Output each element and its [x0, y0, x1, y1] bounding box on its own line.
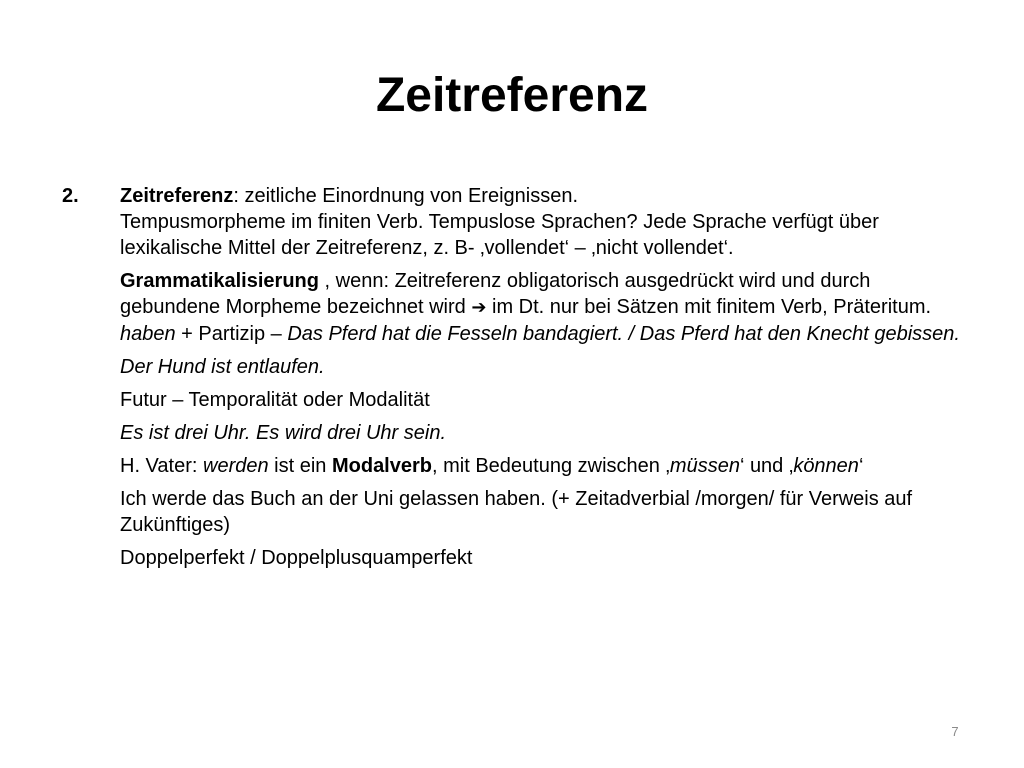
- word-muessen: müssen: [669, 455, 740, 477]
- doppelperfekt-text: Doppelperfekt / Doppelplusquamperfekt: [120, 547, 473, 569]
- vater-prefix: H. Vater:: [120, 455, 203, 477]
- paragraph-zeitreferenz: [120, 183, 970, 261]
- paragraph-grammatikalisierung: [120, 268, 970, 347]
- grammatikalisierung-text: , wenn: Zeitreferenz obligatorisch ausgedrückt wird und durch gebundene Morpheme bezeichnet wird: [120, 270, 871, 318]
- vater-close-quote: ‘: [858, 455, 864, 477]
- vater-mid: ist ein: [268, 455, 332, 477]
- page-number: 7: [951, 724, 959, 739]
- vater-und: ‘ und ‚: [739, 455, 794, 477]
- right-arrow-icon: ➔: [471, 297, 487, 318]
- example-line-haben: [120, 321, 970, 347]
- term-grammatikalisierung: Grammatikalisierung: [120, 270, 319, 292]
- futur-text: Futur – Temporalität oder Modalität: [120, 389, 430, 411]
- example-hund: Der Hund ist entlaufen.: [120, 356, 325, 378]
- paragraph-uhr: [120, 420, 970, 446]
- grammatikalisierung-text-end: im Dt. nur bei Sätzen mit finitem Verb, Präteritum.: [486, 296, 932, 318]
- vater-after-modalverb: , mit Bedeutung zwischen ‚: [432, 455, 670, 477]
- slide-content: [120, 183, 970, 578]
- word-koennen: können: [793, 455, 859, 477]
- example-sentences-pferd: Das Pferd hat die Fesseln bandagiert. / Das Pferd hat den Knecht gebissen.: [287, 323, 960, 345]
- paragraph-buch: [120, 486, 970, 538]
- term-modalverb: Modalverb: [331, 455, 432, 477]
- slide-title: Zeitreferenz: [375, 69, 649, 122]
- buch-text: Ich werde das Buch an der Uni gelassen haben. (+ Zeitadverbial /morgen/ für Verweis auf Zukünftiges): [120, 488, 913, 536]
- paragraph-futur: [120, 387, 970, 413]
- definition-text: : zeitliche Einordnung von Ereignissen.: [233, 185, 579, 207]
- paragraph-doppelperfekt: [120, 545, 970, 571]
- tempus-text: Tempusmorpheme im finiten Verb. Tempuslose Sprachen? Jede Sprache verfügt über lexikalische Mittel der Zeitreferenz, z. B- ‚vollendet‘ – ‚nicht vollendet‘.: [120, 211, 879, 259]
- list-number: 2.: [62, 185, 79, 207]
- paragraph-vater: [120, 453, 970, 479]
- word-werden: werden: [203, 455, 269, 477]
- paragraph-hund: [120, 354, 970, 380]
- term-zeitreferenz: Zeitreferenz: [120, 185, 234, 207]
- example-uhr: Es ist drei Uhr. Es wird drei Uhr sein.: [120, 422, 447, 444]
- example-word-haben: haben: [120, 323, 176, 345]
- example-connector: + Partizip –: [175, 323, 288, 345]
